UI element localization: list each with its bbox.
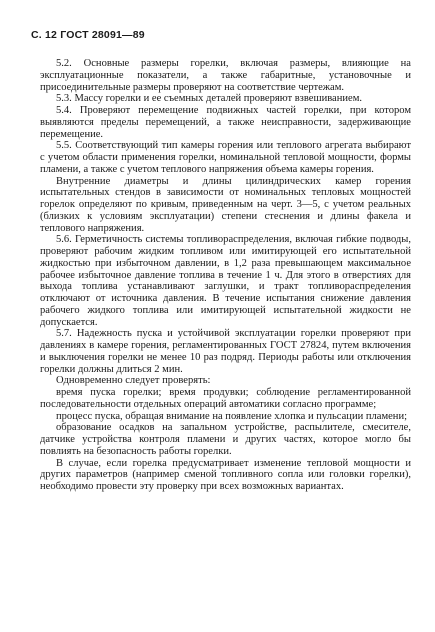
paragraph-5-3: 5.3. Массу горелки и ее съемных деталей проверяют взвешиванием. <box>56 93 363 105</box>
paragraph-5-7: 5.7. Надежность пуска и устойчивой эксплуатации горелки проверяют при давлениях в камере горения, регламентированных ГОСТ 27824, путем включения и выключения горелки не менее 10 раз подряд. Периоды работы или отключения горелки должны длиться 2 мин. <box>40 328 411 375</box>
paragraph-check-start-process: процесс пуска, обращая внимание на появление хлопка и пульсации пламени; <box>56 410 408 422</box>
paragraph-5-2: 5.2. Основные размеры горелки, включая размеры, влияющие на эксплуатационные показатели, а также габаритные, установочные и присоединительные размеры проверяют на соответствие чертежам. <box>40 58 411 93</box>
paragraph-check-deposits: образование осадков на запальном устройстве, распылителе, смесителе, датчике устройства контроля пламени и других частях, которое могло бы повлиять на безопасность работы горелки. <box>40 422 411 457</box>
paragraph-5-4: 5.4. Проверяют перемещение подвижных частей горелки, при котором выявляются пределы перемещений, а также неисправности, задерживающие перемещение. <box>40 105 411 140</box>
document-body <box>40 58 411 493</box>
paragraph-5-5: 5.5. Соответствующий тип камеры горения или теплового агрегата выбирают с учетом области применения горелки, номинальной тепловой мощности, формы пламени, а также с учетом теплового напряжения объема камеры горения. <box>40 140 411 175</box>
paragraph-chamber-dimensions: Внутренние диаметры и длины цилиндрических камер горения испытательных стендов в зависимости от номинальных тепловых мощностей горелок определяют по кривым, приведенным на черт. 3—5, с учетом реальных (близких к условиям эксплуатации) степени стеснения и длины факела и теплового напряжения. <box>40 175 411 234</box>
paragraph-5-6: 5.6. Герметичность системы топливораспределения, включая гибкие подводы, проверяют рабочим жидким топливом или имитирующей его испытательной жидкостью при избыточном давлении, в 1,2 раза превышающем максимальное рабочее избыточное давление топлива в течение 1 ч. Для этого в отверстиях для выхода топлива устанавливают заглушки, и тракт топливораспределения отключают от источника давления. В течение испытания снижение давления рабочего жидкого топлива или имитирующей испытательной жидкости не допускается. <box>40 234 411 328</box>
paragraph-variants: В случае, если горелка предусматривает изменение тепловой мощности и других параметров (например сменой топливного сопла или головки горелки), необходимо провести эту проверку при всех возможных вариантах. <box>40 457 411 492</box>
paragraph-check-start-time: время пуска горелки; время продувки; соблюдение регламентированной последовательности отдельных операций автоматики согласно программе; <box>40 387 411 410</box>
page-header: С. 12 ГОСТ 28091—89 <box>31 29 145 41</box>
paragraph-check-intro: Одновременно следует проверять: <box>56 375 211 387</box>
